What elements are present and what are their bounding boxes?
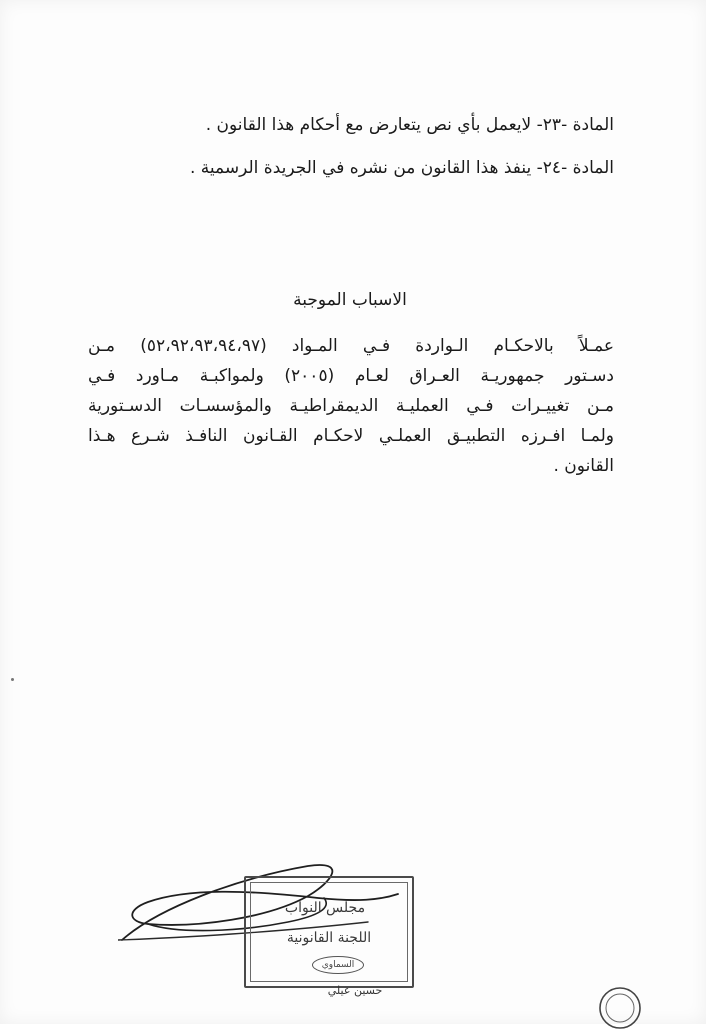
committee-stamp — [244, 876, 414, 988]
reasons-line-5: القانون . — [553, 456, 614, 476]
reasons-line-3: مـن تغييـرات فـي العمليـة الديمقراطيـة والمؤسسـات الدسـتورية — [88, 396, 614, 416]
reasons-line-4: ولمـا افـرزه التطبيـق العملـي لاحكـام القـانون النافـذ شـرع هـذا — [88, 426, 614, 446]
reasons-line-2: دسـتور جمهوريـة العـراق لعـام (٢٠٠٥) ولمواكبـة مـاورد فـي — [88, 366, 614, 386]
stamp-text-council: مجلس النواب — [284, 900, 366, 916]
reasons-heading: الاسباب الموجبة — [293, 290, 407, 310]
stamp-signatory-name: حسين عيلي — [327, 984, 383, 997]
article-24: المادة -٢٤- ينفذ هذا القانون من نشره في الجريدة الرسمية . — [190, 158, 614, 178]
scan-speck — [11, 678, 14, 681]
stamp-text-committee: اللجنة القانونية — [286, 930, 372, 946]
reasons-paragraph — [88, 331, 614, 481]
stamp-oval: السماوي — [312, 956, 364, 974]
corner-seal — [596, 982, 644, 1030]
article-23: المادة -٢٣- لايعمل بأي نص يتعارض مع أحكام هذا القانون . — [205, 115, 614, 135]
reasons-line-1: عمـلاً بالاحكـام الـواردة فـي المـواد (٥٢،٩٢،٩٣،٩٤،٩٧) مـن — [88, 336, 614, 356]
